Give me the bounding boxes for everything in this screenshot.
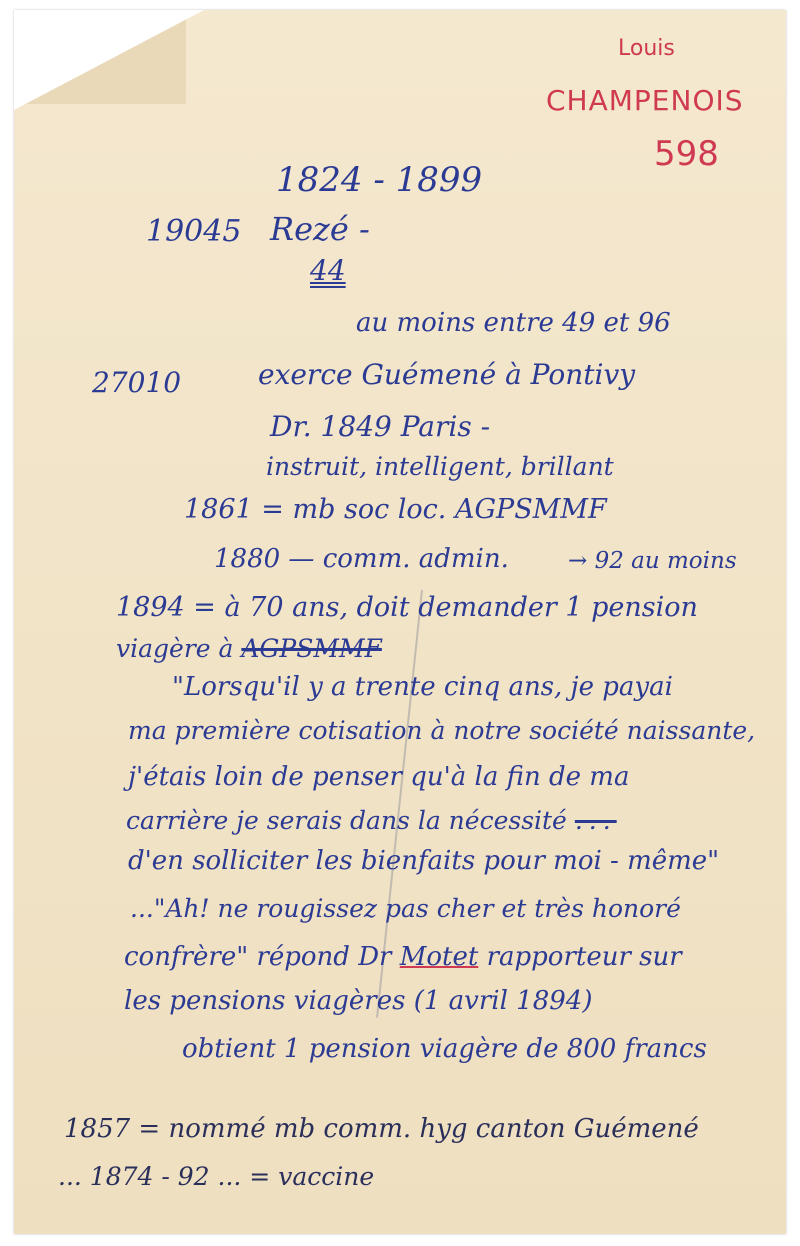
note-top: au moins entre 49 et 96 bbox=[356, 308, 671, 338]
quote-line-6: ..."Ah! ne rougissez pas cher et très honoré bbox=[130, 894, 681, 923]
entry-1861: 1861 = mb soc loc. AGPSMMF bbox=[184, 494, 607, 525]
birth-place: Rezé - bbox=[270, 210, 370, 248]
quote-line-8: les pensions viagères (1 avril 1894) bbox=[124, 986, 593, 1016]
folded-corner bbox=[14, 10, 204, 110]
quote-line-7 bbox=[124, 942, 682, 972]
right-margin bbox=[790, 0, 800, 1246]
id-number-2: 27010 bbox=[92, 366, 182, 399]
id-number-1: 19045 bbox=[146, 214, 242, 249]
quote-line-4 bbox=[126, 806, 617, 835]
practice-place: exerce Guémené à Pontivy bbox=[258, 358, 636, 391]
record-number: 598 bbox=[654, 134, 719, 174]
quote-line-1: "Lorsqu'il y a trente cinq ans, je payai bbox=[172, 672, 673, 702]
entry-1874: ... 1874 - 92 ... = vaccine bbox=[58, 1162, 375, 1191]
quote-line-2: ma première cotisation à notre société naissante, bbox=[128, 716, 756, 745]
quote-line-3: j'étais loin de penser qu'à la fin de ma bbox=[128, 762, 630, 792]
entry-1894-cont bbox=[116, 634, 382, 663]
entry-1880: 1880 — comm. admin. bbox=[214, 544, 509, 574]
quote-line-4-text: carrière je serais dans la nécessité bbox=[126, 806, 567, 835]
doctorate: Dr. 1849 Paris - bbox=[270, 410, 491, 443]
entry-1880-note: → 92 au moins bbox=[568, 548, 737, 574]
quote-line-7-end: rapporteur sur bbox=[486, 942, 682, 972]
qualities: instruit, intelligent, brillant bbox=[266, 452, 614, 481]
pension-obtained: obtient 1 pension viagère de 800 francs bbox=[182, 1034, 707, 1064]
entry-1894: 1894 = à 70 ans, doit demander 1 pension bbox=[116, 592, 698, 623]
struck-acronym: AGPSMMF bbox=[241, 634, 382, 663]
quote-line-7-text: confrère" répond Dr bbox=[124, 942, 392, 972]
department: 44 bbox=[310, 254, 346, 287]
first-name: Louis bbox=[618, 36, 675, 61]
entry-1857: 1857 = nommé mb comm. hyg canton Guémené bbox=[64, 1114, 699, 1144]
quote-line-5: d'en solliciter les bienfaits pour moi - même" bbox=[128, 846, 720, 876]
life-dates: 1824 - 1899 bbox=[276, 160, 483, 200]
struck-word: ... bbox=[574, 806, 617, 835]
entry-1894-text: viagère à bbox=[116, 634, 234, 663]
surname: CHAMPENOIS bbox=[546, 84, 744, 117]
name-motet: Motet bbox=[399, 942, 479, 972]
